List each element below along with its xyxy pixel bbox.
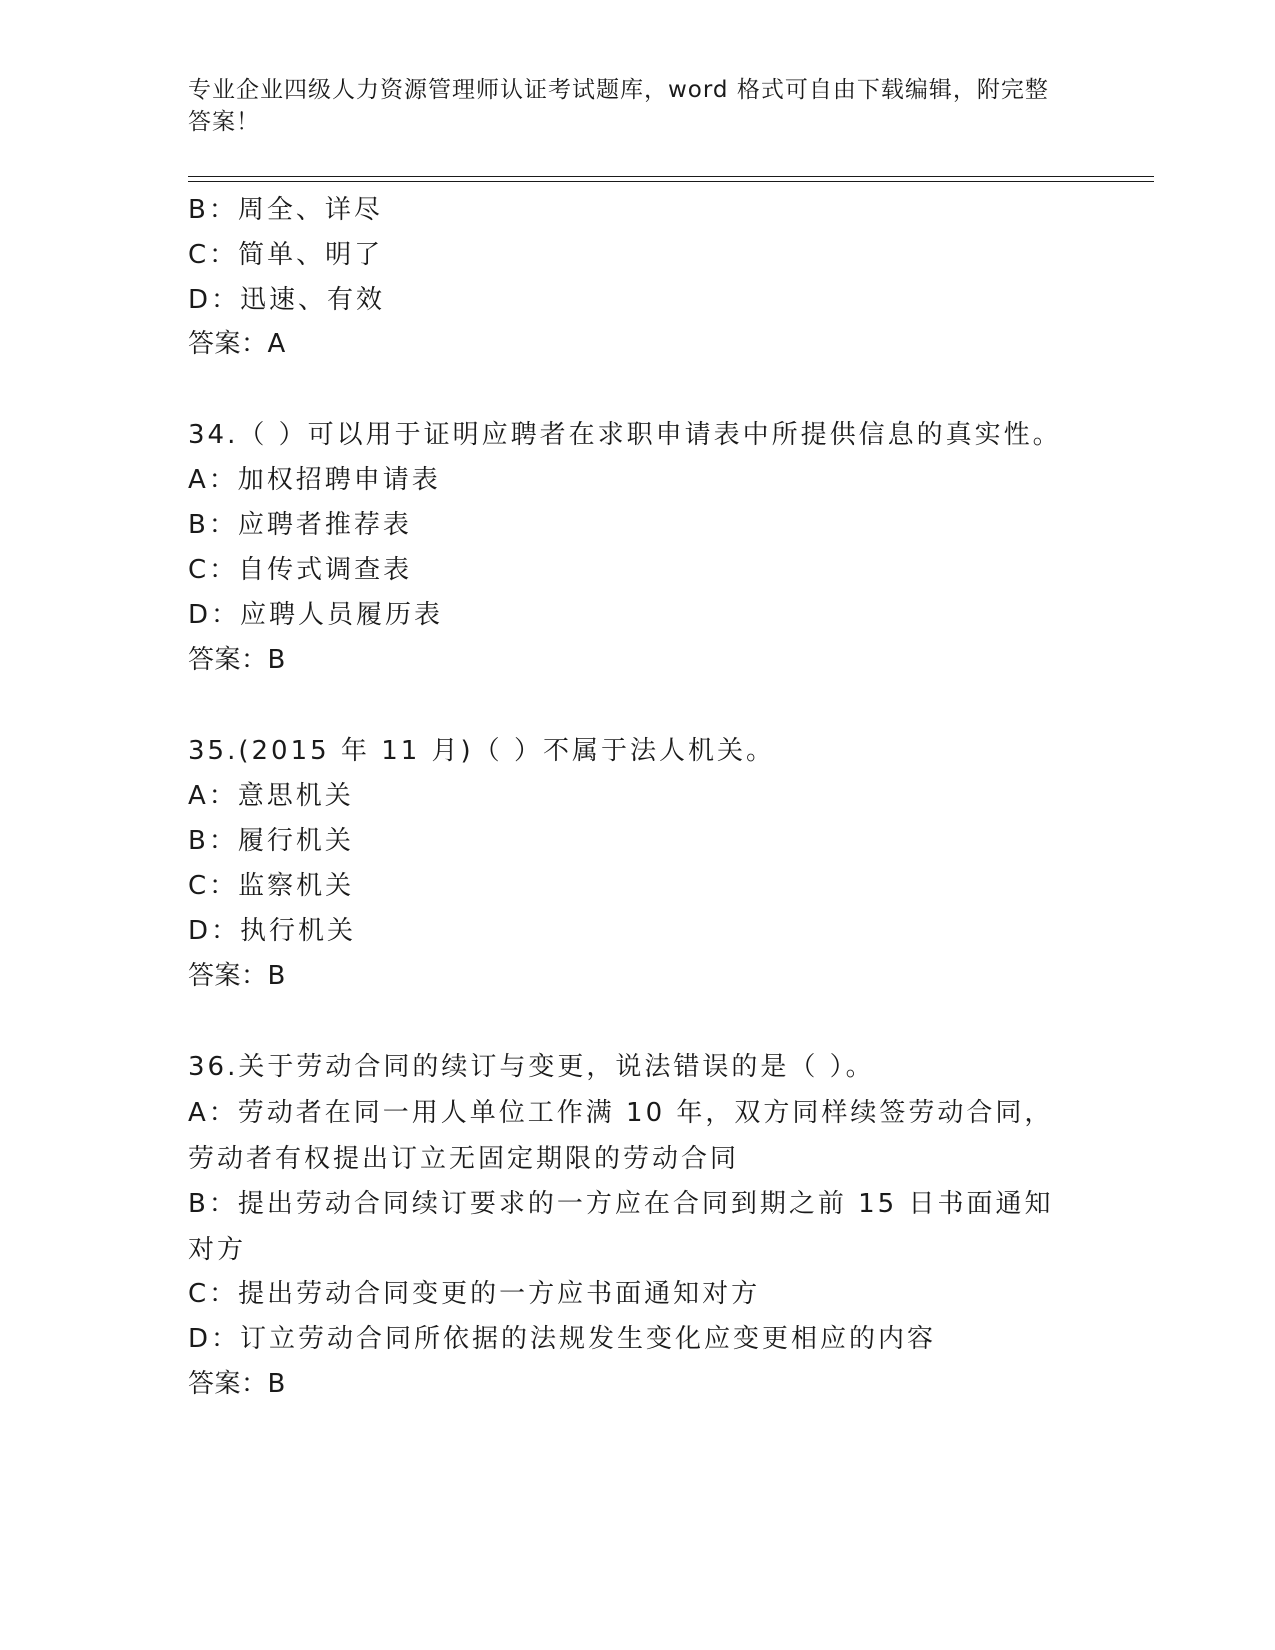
document-header: 专业企业四级人力资源管理师认证考试题库，word 格式可自由下载编辑，附完整答案！	[188, 77, 1049, 135]
question-35-option-b: B：履行机关	[188, 826, 354, 856]
option-c: C：简单、明了	[188, 240, 384, 270]
question-36-answer: 答案：B	[188, 1369, 286, 1399]
question-34-option-b: B：应聘者推荐表	[188, 510, 412, 540]
answer-label: 答案：A	[188, 329, 286, 359]
question-34-option-c: C：自传式调查表	[188, 555, 413, 585]
question-36-option-d: D：订立劳动合同所依据的法规发生变化应变更相应的内容	[188, 1324, 937, 1354]
question-35-answer: 答案：B	[188, 961, 286, 991]
question-35-option-a: A：意思机关	[188, 781, 354, 811]
question-34-option-a: A：加权招聘申请表	[188, 465, 441, 495]
question-36-stem: 36.关于劳动合同的续订与变更，说法错误的是（ ）。	[188, 1052, 875, 1082]
question-36-option-c: C：提出劳动合同变更的一方应书面通知对方	[188, 1279, 761, 1309]
header-rule-bottom	[188, 181, 1154, 182]
question-36-option-a: A：劳动者在同一用人单位工作满 10 年，双方同样续签劳动合同，劳动者有权提出订立无固定期限的劳动合同	[188, 1098, 1054, 1174]
question-35-stem: 35.(2015 年 11 月)（ ）不属于法人机关。	[188, 736, 775, 766]
question-35-option-d: D：执行机关	[188, 916, 357, 946]
option-b: B：周全、详尽	[188, 195, 383, 225]
header-rule-top	[188, 176, 1154, 177]
question-34-option-d: D：应聘人员履历表	[188, 600, 444, 630]
question-35-option-c: C：监察机关	[188, 871, 355, 901]
question-36-option-b: B：提出劳动合同续订要求的一方应在合同到期之前 15 日书面通知对方	[188, 1189, 1054, 1265]
question-34-stem: 34.（ ）可以用于证明应聘者在求职申请表中所提供信息的真实性。	[188, 420, 1062, 450]
option-d: D：迅速、有效	[188, 285, 386, 315]
question-34-answer: 答案：B	[188, 645, 286, 675]
